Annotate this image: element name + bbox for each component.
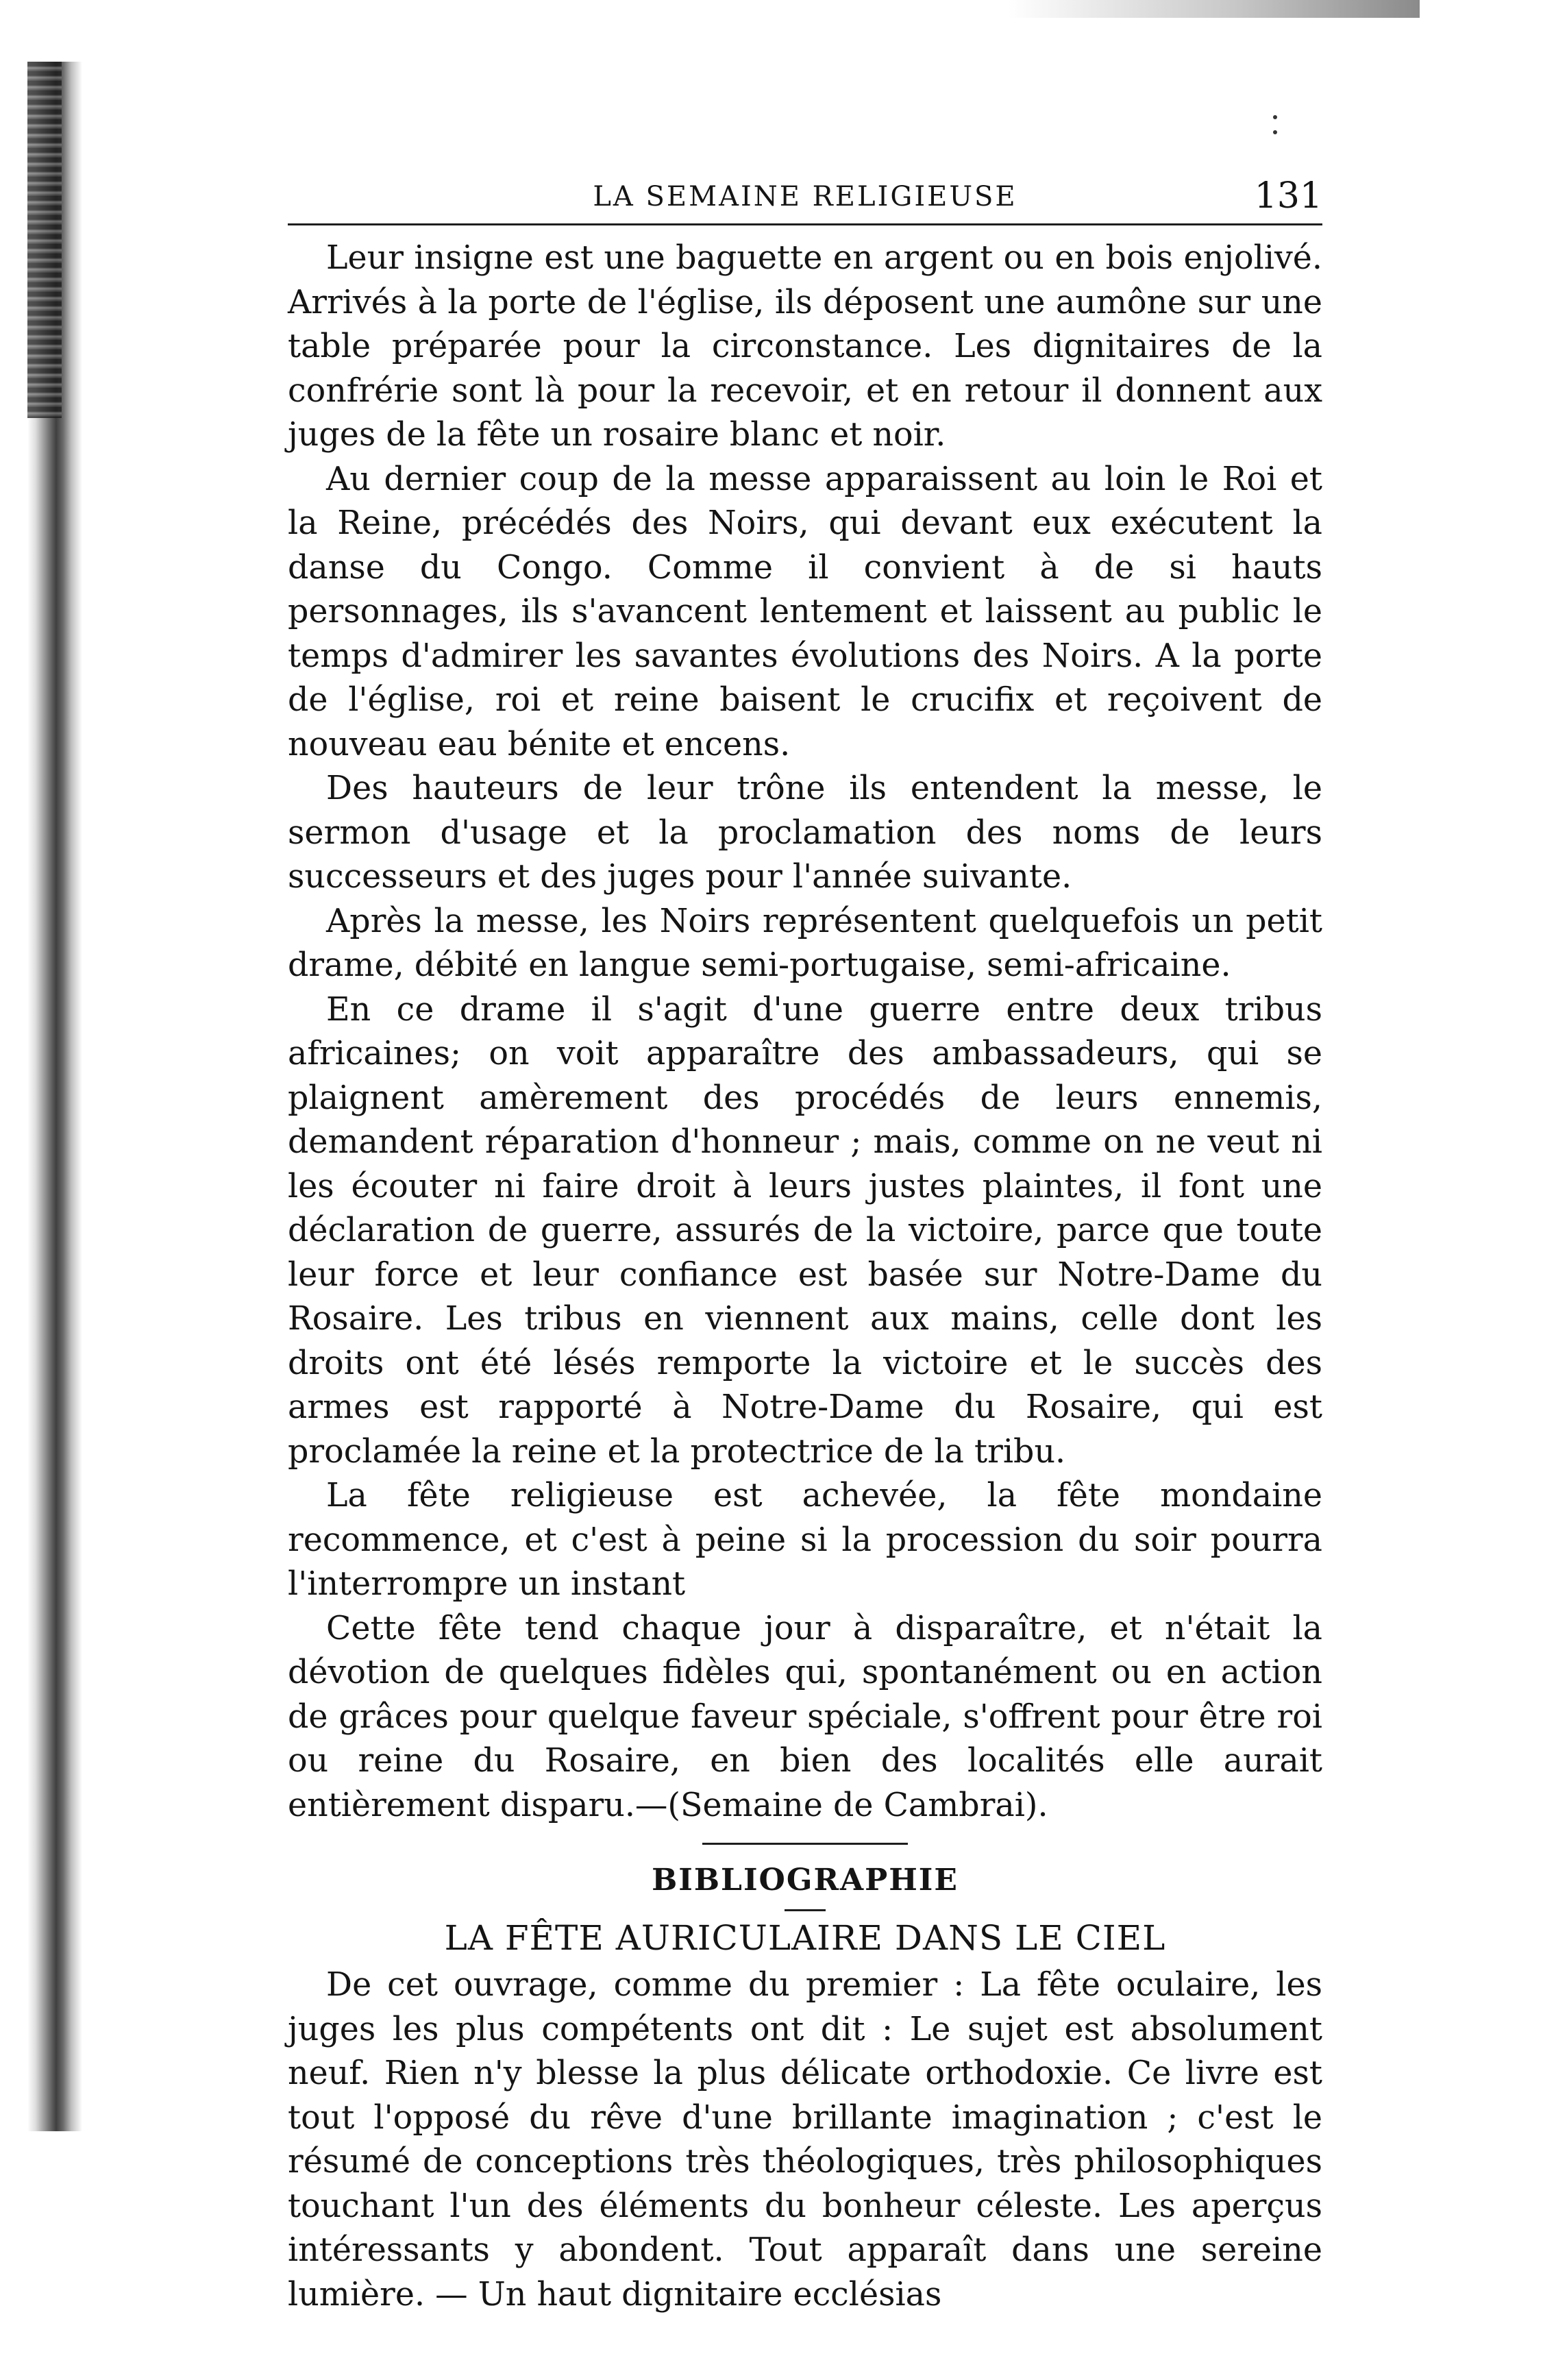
paragraph: Leur insigne est une baguette en argent ou en bois enjolivé. Arrivés à la porte de l'église, ils déposent une aumône sur une table préparée pour la circonstance. Les dignitaires de la confrérie sont là pour la recevoir, et en retour il donnent aux juges de la fête un rosaire blanc et noir. [288, 239, 1322, 454]
running-header [288, 164, 1322, 219]
paragraph: De cet ouvrage, comme du premier : La fête oculaire, les juges les plus compétents ont dit : Le sujet est absolument neuf. Rien n'y blesse la plus délicate orthodoxie. Ce livre est tout l'opposé du rêve d'une brillante imagination ; c'est le résumé de conceptions très théologiques, très philosophiques touchant l'un des éléments du bonheur céleste. Les aperçus intéressants y abondent. Tout apparaît dans une sereine lumière. — Un haut dignitaire ecclésias [288, 1966, 1322, 2314]
running-title: LA SEMAINE RELIGIEUSE [593, 181, 1017, 212]
scan-speck [1273, 130, 1277, 134]
paragraph: Cette fête tend chaque jour à disparaître, et n'était la dévotion de quelques fidèles qui, spontanément ou en action de grâces pour quelque faveur spéciale, s'offrent pour être roi ou reine du Rosaire, en bien des localités elle aurait entièrement disparu.—(Semaine de Cambrai). [288, 1609, 1322, 1824]
section-title: BIBLIOGRAPHIE [652, 1863, 959, 1898]
page-number: 131 [1254, 175, 1322, 217]
paragraph: En ce drame il s'agit d'une guerre entre deux tribus africaines; on voit apparaître des ambassadeurs, qui se plaignent amèrement des procédés de leurs ennemis, demandent réparation d'honneur ; mais, comme on ne veut ni les écouter ni faire droit à leurs justes plaintes, il font une déclaration de guerre, assurés de la victoire, parce que toute leur force et leur confiance est basée sur Notre-Dame du Rosaire. Les tribus en viennent aux mains, celle dont les droits ont été lésés remporte la victoire et le succès des armes est rapporté à Notre-Dame du Rosaire, qui est proclamée la reine et la protectrice de la tribu. [288, 990, 1322, 1471]
book-title: LA FÊTE AURICULAIRE DANS LE CIEL [444, 1918, 1166, 1958]
section-separator [702, 1843, 908, 1845]
scan-binding-texture [27, 62, 62, 418]
book-page [288, 164, 1322, 2317]
body-text [288, 236, 1322, 1828]
paragraph: La fête religieuse est achevée, la fête mondaine recommence, et c'est à peine si la procession du soir pourra l'interrompre un instant [288, 1477, 1322, 1603]
scan-speck [1273, 115, 1277, 119]
title-rule [785, 1909, 826, 1911]
scan-edge-noise [1009, 0, 1420, 18]
paragraph: Des hauteurs de leur trône ils entendent la messe, le sermon d'usage et la proclamation des noms de leurs successeurs et des juges pour l'année suivante. [288, 770, 1322, 896]
paragraph: Après la messe, les Noirs représentent quelquefois un petit drame, débité en langue semi-portugaise, semi-africaine. [288, 902, 1322, 984]
bibliography-text [288, 1963, 1322, 2317]
header-rule [288, 223, 1322, 225]
paragraph: Au dernier coup de la messe apparaissent au loin le Roi et la Reine, précédés des Noirs, qui devant eux exécutent la danse du Congo. Comme il convient à de si hauts personnages, ils s'avancent lentement et laissent au public le temps d'admirer les savantes évolutions des Noirs. A la porte de l'église, roi et reine baisent le crucifix et reçoivent de nouveau eau bénite et encens. [288, 460, 1322, 763]
